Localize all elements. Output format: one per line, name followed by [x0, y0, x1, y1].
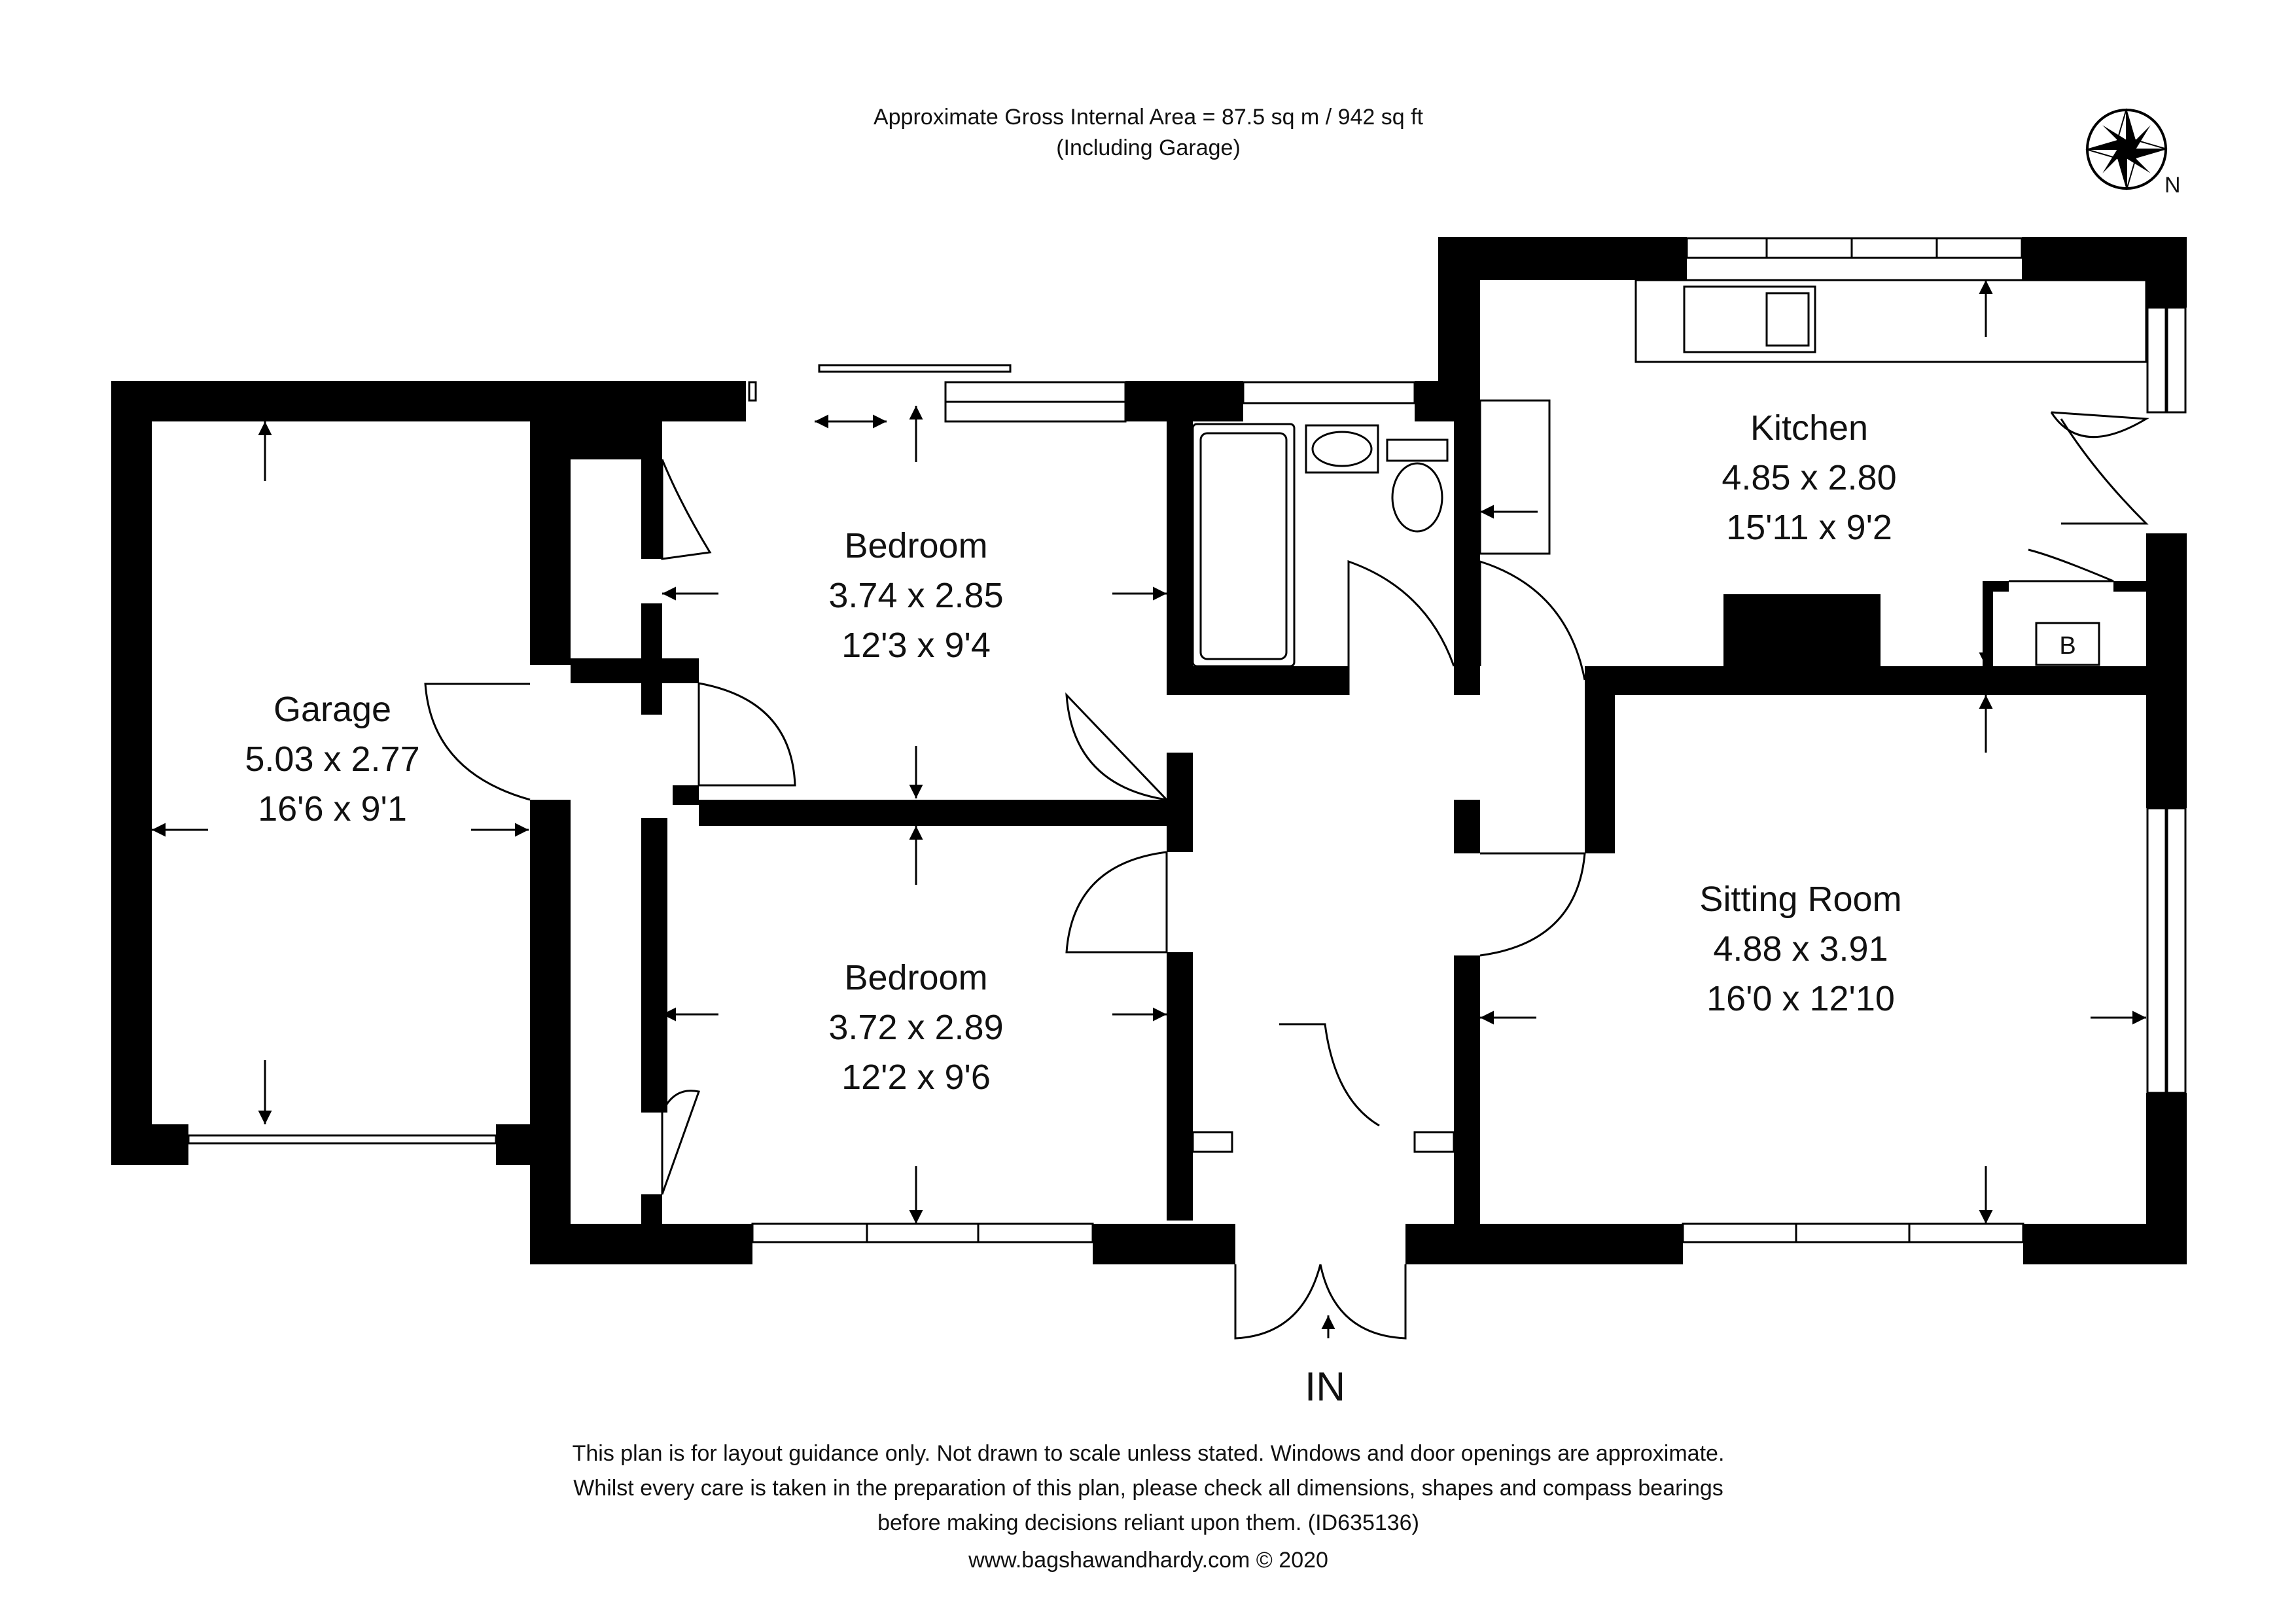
kitchen-metric: 4.85 x 2.80 [1722, 458, 1897, 497]
sitting-room-imperial: 16'0 x 12'10 [1706, 979, 1895, 1018]
disclaimer-line-1: This plan is for layout guidance only. Not drawn to scale unless stated. Windows and door openings are approximate. [572, 1441, 1725, 1466]
bedroom-1-name: Bedroom [844, 526, 988, 565]
boiler-label: B [2059, 632, 2076, 660]
including-garage-text: (Including Garage) [1056, 135, 1241, 160]
garage-metric: 5.03 x 2.77 [245, 740, 420, 779]
bedroom-2-name: Bedroom [844, 958, 988, 997]
room-label-sitting-room [1699, 880, 1901, 1018]
sitting-room-metric: 4.88 x 3.91 [1713, 929, 1888, 969]
kitchen-name: Kitchen [1750, 408, 1869, 448]
garage-name: Garage [273, 690, 392, 729]
entrance-label: IN [1305, 1364, 1345, 1410]
bedroom-1-imperial: 12'3 x 9'4 [841, 626, 991, 665]
walls [111, 237, 2187, 1264]
disclaimer-line-2: Whilst every care is taken in the preparation of this plan, please check all dimensions, shapes and compass bearings [573, 1476, 1723, 1501]
bedroom-1-metric: 3.74 x 2.85 [828, 576, 1004, 615]
disclaimer-line-3: before making decisions reliant upon them. (ID635136) [877, 1510, 1419, 1535]
garage-imperial: 16'6 x 9'1 [258, 789, 407, 829]
bedroom-2-imperial: 12'2 x 9'6 [841, 1058, 991, 1097]
room-label-garage [245, 690, 419, 829]
toilet-icon [1387, 440, 1447, 461]
room-label-kitchen [1722, 408, 1896, 547]
kitchen-imperial: 15'11 x 9'2 [1726, 508, 1892, 547]
disclaimer [573, 1441, 1725, 1573]
sitting-room-name: Sitting Room [1699, 880, 1902, 919]
room-label-bedroom-1 [828, 526, 1003, 665]
north-label: N [2164, 173, 2181, 198]
compass-rose-icon [2078, 101, 2174, 197]
room-label-bedroom-2 [828, 958, 1003, 1097]
gross-area-text: Approximate Gross Internal Area = 87.5 sq m / 942 sq ft [873, 105, 1424, 130]
fixtures [1193, 280, 2146, 666]
bedroom-2-metric: 3.72 x 2.89 [828, 1008, 1004, 1047]
website-text: www.bagshawandhardy.com © 2020 [968, 1548, 1328, 1573]
